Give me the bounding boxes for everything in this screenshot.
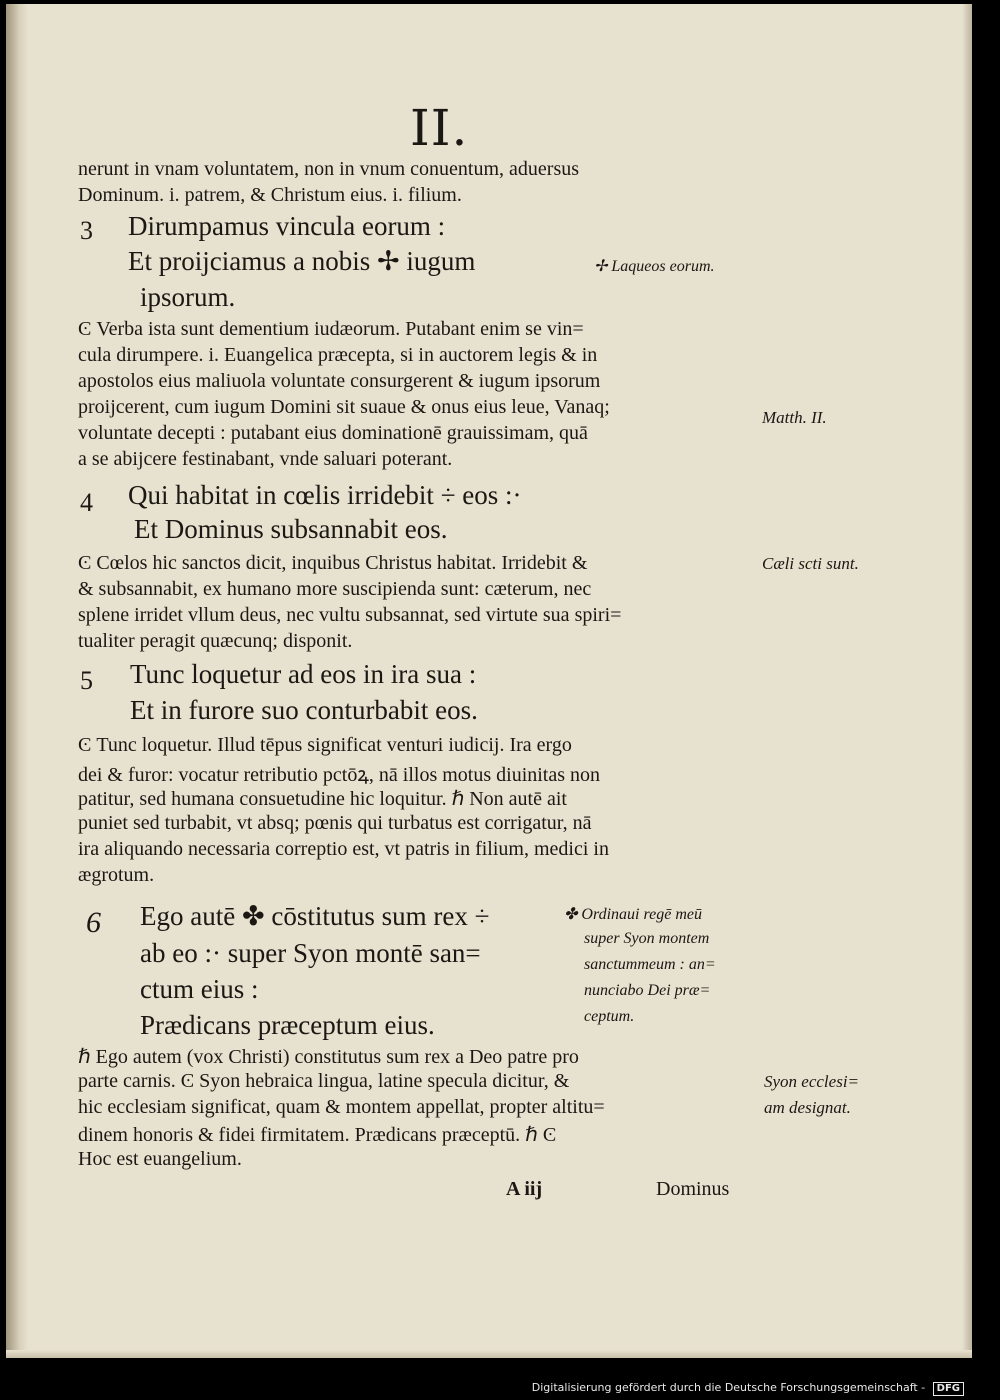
verse-line: Et proijciamus a nobis ✢ iugum bbox=[128, 246, 476, 276]
commentary-line: Ͼ Tunc loquetur. Illud tēpus significat venturi iudicij. Ira ergo bbox=[78, 734, 572, 756]
commentary-line: Ͼ Verba ista sunt dementium iudæorum. Putabant enim se vin= bbox=[78, 318, 584, 340]
margin-note: ✤ Ordinaui regē meū bbox=[564, 906, 702, 923]
page-bottom-edge bbox=[6, 1350, 972, 1358]
commentary-line: patitur, sed humana consuetudine hic loquitur. ℏ Non autē ait bbox=[78, 788, 567, 810]
verse-line: ab eo :· super Syon montē san= bbox=[140, 938, 481, 968]
signature-mark: A iij bbox=[506, 1178, 543, 1200]
commentary-line: Ͼ Cœlos hic sanctos dicit, inquibus Christus habitat. Irridebit & bbox=[78, 552, 588, 574]
verse-line: ipsorum. bbox=[140, 282, 236, 312]
verse-line: Et Dominus subsannabit eos. bbox=[134, 514, 448, 544]
commentary-line: dinem honoris & fidei firmitatem. Prædicans præceptū. ℏ Ͼ bbox=[78, 1124, 557, 1146]
commentary-line: tualiter peragit quæcunq; disponit. bbox=[78, 630, 353, 652]
commentary-line: a se abijcere festinabant, vnde saluari poterant. bbox=[78, 448, 453, 470]
text-line: Dominum. i. patrem, & Christum eius. i. filium. bbox=[78, 184, 462, 206]
commentary-line: & subsannabit, ex humano more suscipienda sunt: cæterum, nec bbox=[78, 578, 592, 600]
commentary-line: apostolos eius maliuola voluntate consurgerent & iugum ipsorum bbox=[78, 370, 601, 392]
commentary-line: ira aliquando necessaria correptio est, vt patris in filium, medici in bbox=[78, 838, 609, 860]
text-line: nerunt in vnam voluntatem, non in vnum conuentum, aduersus bbox=[78, 158, 580, 180]
page-number: II. bbox=[410, 99, 469, 157]
page-left-edge bbox=[6, 4, 28, 1358]
commentary-line: cula dirumpere. i. Euangelica præcepta, si in auctorem legis & in bbox=[78, 344, 598, 366]
book-page bbox=[6, 4, 972, 1358]
margin-note: Syon ecclesi= bbox=[764, 1072, 860, 1091]
commentary-line: parte carnis. Ͼ Syon hebraica lingua, latine specula dicitur, & bbox=[78, 1070, 570, 1092]
verse-line: Dirumpamus vincula eorum : bbox=[128, 211, 446, 241]
commentary-line: ℏ Ego autem (vox Christi) constitutus sum rex a Deo patre pro bbox=[78, 1046, 579, 1068]
commentary-line: dei & furor: vocatur retributio pctōꝝ, nā illos motus diuinitas non bbox=[78, 764, 601, 786]
verse-line: Ego autē ✤ cōstitutus sum rex ÷ bbox=[140, 901, 490, 931]
commentary-line: hic ecclesiam significat, quam & montem appellat, propter altitu= bbox=[78, 1096, 605, 1118]
commentary-line: proijcerent, cum iugum Domini sit suaue & onus eius leue, Vanaq; bbox=[78, 396, 610, 418]
verse-number: 3 bbox=[80, 216, 93, 245]
commentary-line: voluntate decepti : putabant eius dominationē grauissimam, quā bbox=[78, 422, 588, 444]
credit-text: Digitalisierung gefördert durch die Deutsche Forschungsgemeinschaft - bbox=[531, 1381, 926, 1394]
margin-note: ceptum. bbox=[584, 1008, 635, 1025]
commentary-line: ægrotum. bbox=[78, 864, 155, 886]
commentary-line: splene irridet vllum deus, nec vultu subsannat, sed virtute sua spiri= bbox=[78, 604, 622, 626]
margin-note: super Syon montem bbox=[584, 930, 710, 947]
margin-note: Cæli scti sunt. bbox=[762, 554, 859, 573]
margin-note: sanctummeum : an= bbox=[584, 956, 716, 973]
digitization-credit bbox=[532, 1381, 964, 1396]
verse-number: 4 bbox=[80, 488, 93, 517]
margin-note: Matth. II. bbox=[762, 408, 827, 427]
page-right-edge bbox=[962, 4, 972, 1358]
catchword: Dominus bbox=[656, 1178, 730, 1200]
verse-number: 5 bbox=[80, 666, 93, 695]
commentary-line: puniet sed turbabit, vt absq; pœnis qui turbatus est corrigatur, nā bbox=[78, 812, 592, 834]
verse-line: Prædicans præceptum eius. bbox=[140, 1010, 435, 1040]
verse-line: Tunc loquetur ad eos in ira sua : bbox=[130, 659, 477, 689]
verse-line: Et in furore suo conturbabit eos. bbox=[130, 695, 478, 725]
margin-note: am designat. bbox=[764, 1098, 851, 1117]
verse-line: ctum eius : bbox=[140, 974, 259, 1004]
margin-note: ✢ Laqueos eorum. bbox=[594, 258, 715, 275]
verse-number: 6 bbox=[86, 906, 101, 939]
verse-line: Qui habitat in cœlis irridebit ÷ eos :· bbox=[128, 480, 522, 510]
dfg-logo: DFG bbox=[933, 1382, 964, 1396]
commentary-line: Hoc est euangelium. bbox=[78, 1148, 242, 1170]
margin-note: nunciabo Dei præ= bbox=[584, 982, 711, 999]
